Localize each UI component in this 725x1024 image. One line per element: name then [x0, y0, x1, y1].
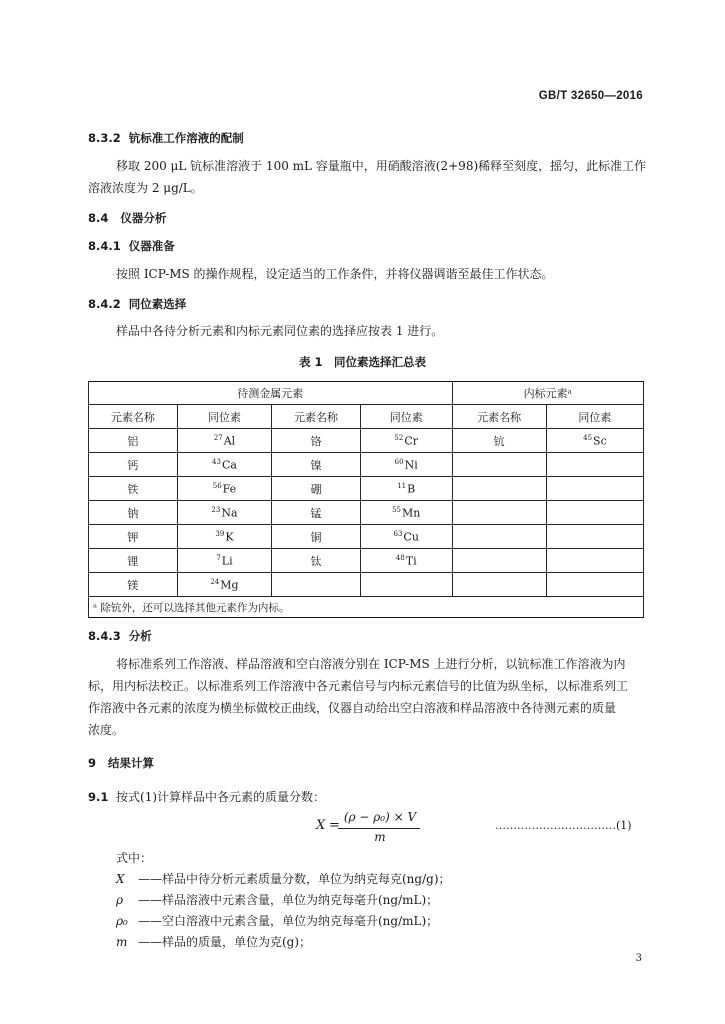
- section-number: 9.1: [88, 790, 109, 804]
- formula-numerator: (ρ − ρ₀) × V: [343, 810, 417, 824]
- isotope: [360, 501, 452, 525]
- isotope-mass: 63: [393, 529, 403, 538]
- standard-number: GB/T 32650—2016: [538, 90, 643, 102]
- section-number: 8.4.1: [88, 239, 121, 253]
- isotope-symbol: Mn: [402, 506, 421, 520]
- isotope: [177, 573, 271, 597]
- table-row: [89, 477, 644, 501]
- isotope-symbol: K: [225, 530, 234, 544]
- element-name: 锰: [272, 501, 361, 525]
- page-number: 3: [635, 953, 642, 964]
- isotope: [177, 525, 271, 549]
- isotope: [546, 429, 643, 453]
- where-item: [116, 868, 451, 890]
- isotope-mass: 23: [211, 505, 221, 514]
- element-name: [452, 477, 546, 501]
- isotope-symbol: Cu: [403, 530, 419, 544]
- isotope-mass: 43: [212, 457, 221, 466]
- group-header-internal: 内标元素ᵃ: [452, 382, 644, 405]
- formula-equals: =: [329, 818, 340, 833]
- isotope: [546, 573, 643, 597]
- where-symbol: m: [116, 935, 128, 949]
- fraction-bar: [338, 828, 420, 829]
- element-name: [272, 573, 361, 597]
- paragraph-line: 将标准系列工作溶液、样品溶液和空白溶液分别在 ICP-MS 上进行分析，以钪标准工作溶液为内: [116, 657, 626, 671]
- paragraph-line: 标，用内标法校正。以标准系列工作溶液中各元素信号与内标元素信号的比值为纵坐标，以标准系列工: [88, 679, 629, 693]
- section-number: 8.3.2: [88, 131, 121, 145]
- element-name: [452, 525, 546, 549]
- isotope: [177, 549, 271, 573]
- paragraph-line: 作溶液中各元素的浓度为横坐标做校正曲线，仪器自动给出空白溶液和样品溶液中各待测元素的质量: [88, 701, 617, 715]
- formula-number: ……………………………(1): [495, 819, 632, 832]
- isotope: [177, 477, 271, 501]
- where-symbol: ρ₀: [116, 914, 128, 928]
- isotope-symbol: Mg: [220, 578, 239, 592]
- isotope: [546, 525, 643, 549]
- isotope-symbol: Na: [221, 506, 238, 520]
- table-row: [89, 549, 644, 573]
- element-name: 铬: [272, 429, 361, 453]
- column-header: 同位素: [360, 405, 452, 429]
- isotope-mass: 45: [583, 433, 593, 442]
- section-title: 仪器分析: [120, 211, 167, 225]
- isotope-symbol: Sc: [593, 434, 607, 448]
- element-name: [452, 453, 546, 477]
- isotope: [360, 429, 452, 453]
- isotope-mass: 24: [210, 577, 220, 586]
- isotope-mass: 7: [216, 553, 221, 562]
- section-9-heading: [88, 755, 154, 771]
- where-item: [116, 889, 438, 911]
- isotope-mass: 60: [394, 457, 404, 466]
- element-name: [452, 573, 546, 597]
- paragraph-line: 样品中各待分析元素和内标元素同位素的选择应按表 1 进行。: [116, 324, 444, 338]
- where-description: ——样品溶液中元素含量，单位为纳克每毫升(ng/mL)；: [138, 893, 439, 907]
- element-name: 铁: [89, 477, 178, 501]
- column-header: 元素名称: [272, 405, 361, 429]
- paragraph-line: 溶液浓度为 2 μg/L。: [88, 181, 203, 195]
- table-row: [89, 501, 644, 525]
- isotope-mass: 39: [215, 529, 225, 538]
- paragraph-line: 浓度。: [88, 723, 125, 737]
- isotope-symbol: Al: [223, 434, 236, 448]
- element-name: 镁: [89, 573, 178, 597]
- element-name: 硼: [272, 477, 361, 501]
- section-8-4-heading: [88, 210, 166, 226]
- column-header: 同位素: [546, 405, 643, 429]
- element-name: 钙: [89, 453, 178, 477]
- where-description: ——样品中待分析元素质量分数，单位为纳克每克(ng/g)；: [138, 872, 451, 886]
- isotope-symbol: Fe: [222, 482, 237, 496]
- section-8-4-3-heading: [88, 628, 152, 644]
- isotope-symbol: Li: [221, 554, 233, 568]
- isotope: [360, 525, 452, 549]
- isotope: [360, 549, 452, 573]
- formula-denominator: m: [374, 830, 386, 844]
- element-name: [452, 549, 546, 573]
- section-title: 同位素选择: [128, 297, 187, 311]
- isotope-symbol: B: [407, 482, 416, 496]
- section-8-3-2-heading: [88, 130, 244, 146]
- section-8-4-2-heading: [88, 296, 186, 312]
- element-name: 铝: [89, 429, 178, 453]
- isotope: [177, 429, 271, 453]
- section-number: 8.4.2: [88, 297, 121, 311]
- group-header-measured: 待测金属元素: [89, 382, 453, 405]
- isotope-mass: 56: [212, 481, 222, 490]
- element-name: [452, 501, 546, 525]
- isotope: [360, 573, 452, 597]
- isotope-mass: 11: [397, 481, 407, 490]
- isotope: [546, 501, 643, 525]
- element-name: 钠: [89, 501, 178, 525]
- section-8-4-1-heading: [88, 238, 175, 254]
- where-intro: 式中：: [116, 851, 153, 865]
- isotope: [360, 453, 452, 477]
- element-name: 铜: [272, 525, 361, 549]
- isotope: [177, 501, 271, 525]
- section-number: 8.4: [88, 211, 109, 225]
- element-name: 镍: [272, 453, 361, 477]
- element-name: 钪: [452, 429, 546, 453]
- isotope-symbol: Ti: [405, 554, 417, 568]
- isotope-mass: 52: [394, 433, 404, 442]
- column-header: 同位素: [177, 405, 271, 429]
- isotope: [546, 549, 643, 573]
- where-description: ——样品的质量，单位为克(g)；: [138, 935, 312, 949]
- where-description: ——空白溶液中元素含量，单位为纳克每毫升(ng/mL)；: [138, 914, 439, 928]
- formula-lhs: X: [316, 818, 326, 833]
- where-item: [116, 910, 438, 932]
- element-name: 钛: [272, 549, 361, 573]
- table-row: [89, 429, 644, 453]
- isotope: [546, 453, 643, 477]
- section-title: 仪器准备: [128, 239, 175, 253]
- table-footnote: ᵃ 除钪外，还可以选择其他元素作为内标。: [89, 597, 644, 618]
- isotope-table: [88, 381, 644, 618]
- where-item: [116, 931, 311, 953]
- section-9-1-line: [88, 786, 325, 808]
- paragraph-line: 移取 200 μL 钪标准溶液于 100 mL 容量瓶中，用硝酸溶液(2+98)稀释至刻度，摇匀，此标准工作: [116, 159, 647, 173]
- table-row: [89, 453, 644, 477]
- isotope-symbol: Cr: [404, 434, 419, 448]
- table-row: [89, 573, 644, 597]
- isotope-mass: 55: [392, 505, 401, 514]
- element-name: 锂: [89, 549, 178, 573]
- table-row: [89, 525, 644, 549]
- isotope-symbol: Ni: [404, 458, 418, 472]
- where-symbol: X: [116, 872, 125, 886]
- isotope-symbol: Ca: [221, 458, 237, 472]
- paragraph-text: 按式(1)计算样品中各元素的质量分数：: [116, 790, 326, 804]
- column-header: 元素名称: [89, 405, 178, 429]
- section-title: 钪标准工作溶液的配制: [128, 131, 244, 145]
- isotope: [177, 453, 271, 477]
- isotope-mass: 27: [213, 433, 223, 442]
- where-symbol: ρ: [116, 893, 124, 907]
- isotope: [360, 477, 452, 501]
- section-title: 结果计算: [108, 756, 155, 770]
- section-number: 8.4.3: [88, 629, 121, 643]
- element-name: 钾: [89, 525, 178, 549]
- section-number: 9: [88, 756, 97, 770]
- isotope-mass: 48: [395, 553, 405, 562]
- table-caption: 表 1 同位素选择汇总表: [298, 355, 426, 369]
- column-header: 元素名称: [452, 405, 546, 429]
- section-title: 分析: [128, 629, 152, 643]
- paragraph-line: 按照 ICP-MS 的操作规程，设定适当的工作条件，并将仪器调谐至最佳工作状态。: [116, 267, 554, 281]
- isotope: [546, 477, 643, 501]
